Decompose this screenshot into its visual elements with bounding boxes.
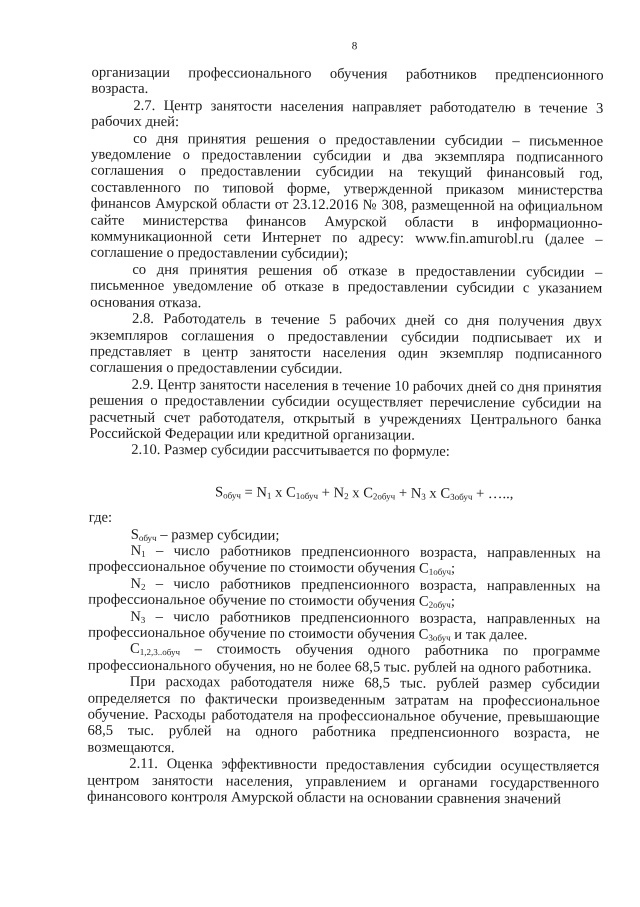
def-n2-c-sub: 2обуч: [428, 599, 451, 610]
paragraph-2-9: 2.9. Центр занятости населения в течение 10 рабочих дней со дня принятия решения о предоставлении субсидии осуществляет перечисление субсидии на расчетный счет работодателя, открытый в учреждениях Центрального банка Российской Федерации или кредитной организации.: [89, 376, 602, 444]
def-n3-c-sub: 3обуч: [428, 632, 451, 643]
def-n3-symbol: N: [130, 608, 141, 625]
def-s-symbol: S: [130, 526, 139, 543]
where-label: где:: [88, 509, 113, 526]
def-n3-text: – число работников предпенсионного возраста, направленных на профессиональное обучение по стоимости обучения C: [88, 608, 601, 643]
def-s-sub: обуч: [138, 532, 157, 543]
page-number: 8: [351, 40, 358, 53]
formula-n2-sub: 2: [344, 490, 349, 501]
def-n2-text: – число работников предпенсионного возраста, направленных на профессиональное обучение по стоимости обучения C: [88, 575, 601, 610]
def-n1-symbol: N: [130, 542, 142, 559]
def-c-text: – стоимость обучения одного работника по программе профессионального обучения, но не более 68,5 тыс. рублей на одного работника.: [87, 641, 601, 677]
paragraph-2-8: 2.8. Работодатель в течение 5 рабочих дней со дня получения двух экземпляров соглашения о предоставлении субсидии подписывает их и представляет в центр занятости населения один экземпляр подписанного соглашения о предоставлении субсидии.: [89, 310, 603, 378]
formula-plus2: + N: [395, 485, 422, 502]
paragraph-2-7-notification: со дня принятия решения о предоставлении субсидии – письменное уведомление о предоставлении субсидии и два экземпляра подписанного соглашения о предоставлении субсидии на текущий финансовый год, составленного по типовой форме, утвержденной приказом министерства финансов Амурской области от 23.12.2016 № 308, размещенной на официальном сайте министерства финансов Амурской области в информационно-коммуникационной сети Интернет по адресу: www.fin.amurobl.ru (далее – соглашение о предоставлении субсидии);: [90, 130, 604, 263]
paragraph-2-7: 2.7. Центр занятости населения направляет работодателю в течение 3 рабочих дней:: [91, 97, 604, 131]
def-s-text: – размер субсидии;: [156, 526, 280, 544]
paragraph-2-10: 2.10. Размер субсидии рассчитывается по формуле:: [131, 442, 450, 461]
def-n2-end: ;: [450, 593, 455, 611]
formula-plus1: + N: [318, 484, 345, 501]
definition-n1: [88, 543, 600, 579]
def-n1-text: – число работников предпенсионного возраста, направленных на профессиональное обучение по стоимости обучения C: [88, 542, 601, 578]
formula-n1-sub: 1: [266, 490, 272, 501]
formula-x1: x C: [271, 484, 296, 501]
formula-c1-sub: 1обуч: [295, 490, 319, 501]
paragraph-expenses: При расходах работодателя ниже 68,5 тыс. рублей размер субсидии определяется по фактически произведенным затратам на профессиональное обучение. Расходы работодателя на профессиональное обучение, превышающие 68,5 тыс. рублей на одного работника предпенсионного возраста, не возмещаются.: [87, 674, 600, 756]
formula-x3: x C: [425, 485, 451, 502]
def-n1-end: ;: [451, 561, 456, 578]
formula-c3-sub: 3обуч: [450, 491, 473, 502]
formula-eq: = N: [240, 484, 268, 501]
formula-s-sub: обуч: [223, 490, 241, 501]
paragraph-2-7-refusal: со дня принятия решения об отказе в предоставлении субсидии – письменное уведомление об отказе в предоставлении субсидии с указанием основания отказа.: [90, 261, 603, 311]
formula-c2-sub: 2обуч: [372, 491, 396, 502]
def-n2-symbol: N: [130, 575, 142, 592]
formula-x2: x C: [348, 484, 374, 502]
def-c-sub: 1,2,3..обуч: [139, 647, 181, 658]
paragraph-continuation: организации профессионального обучения работников предпенсионного возраста.: [91, 64, 604, 98]
paragraph-2-11: 2.11. Оценка эффективности предоставления субсидии осуществляется центром занятости населения, управлением и органами государственного финансового контроля Амурской области на основании сравнения значений: [87, 756, 600, 808]
definition-n2: [88, 575, 600, 611]
definition-n3: [88, 608, 600, 644]
def-n2-sub: 2: [140, 581, 146, 592]
formula-n3-sub: 3: [421, 491, 426, 502]
def-c-symbol: C: [129, 641, 140, 658]
document-body: [87, 65, 604, 809]
subsidy-formula: [89, 483, 601, 503]
def-n3-end: и так далее.: [450, 626, 528, 644]
formula-tail: + …..,: [472, 485, 514, 502]
formula-s: S: [214, 484, 224, 501]
definition-c: [88, 641, 600, 677]
def-n1-c-sub: 1обуч: [428, 567, 452, 578]
def-n3-sub: 3: [140, 614, 146, 625]
def-n1-sub: 1: [141, 548, 146, 559]
